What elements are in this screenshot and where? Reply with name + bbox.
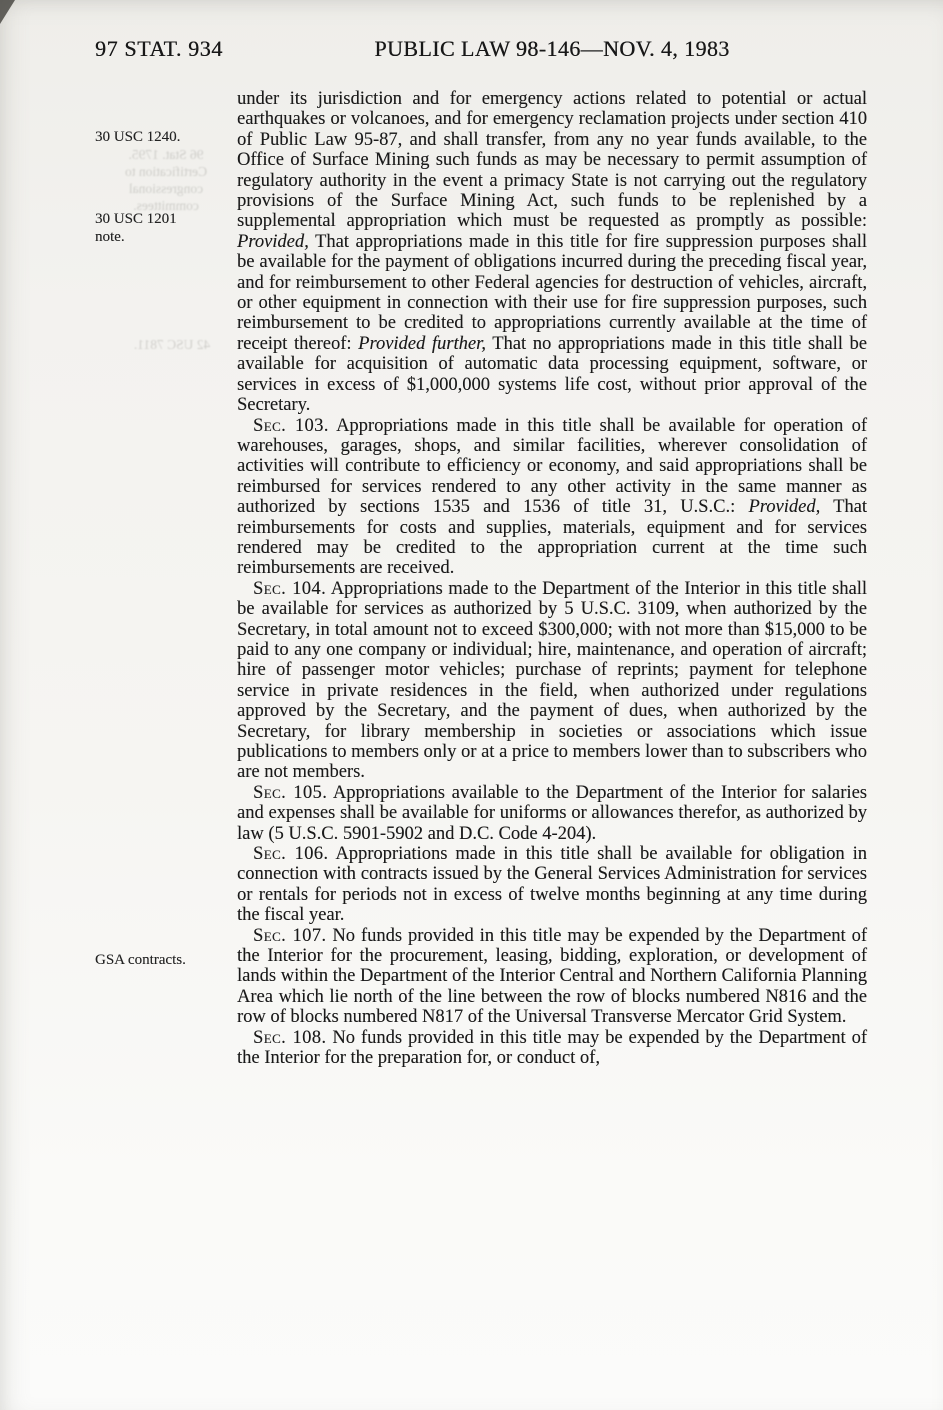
- section-number: Sec. 107.: [253, 925, 327, 946]
- body-text: No funds provided in this title may be expended by the Department of the Interior for the procurement, leasing, bidding, exploration, or development of lands within the Department of the Interior Central and Northern California Planning Area which lie north of the line between the row of blocks numbered N816 and the row of blocks numbered N817 of the Universal Transverse Mercator Grid System.: [237, 925, 867, 1028]
- bleed-through-line: committees.: [133, 198, 199, 213]
- statute-body: [237, 89, 867, 1069]
- bleed-through-line: 96 Stat. 1795.: [128, 147, 204, 162]
- bleed-through-text: [100, 146, 232, 214]
- margin-note-30-usc-1240: 30 USC 1240.: [95, 129, 181, 145]
- body-text: That no appropriations made in this title shall be available for acquisition of automatic data processing equipment, software, or services in excess of $1,000,000 systems life cost, without prior approval of the Secretary.: [237, 333, 867, 416]
- bleed-through-line: Certification to: [124, 164, 208, 179]
- statute-paragraph: [237, 844, 867, 926]
- margin-note-gsa-contracts: GSA contracts.: [95, 952, 186, 968]
- proviso-text: Provided,: [237, 231, 309, 252]
- scan-corner-artifact: [0, 0, 15, 24]
- section-number: Sec. 108.: [253, 1027, 327, 1048]
- law-title: PUBLIC LAW 98-146—NOV. 4, 1983: [374, 36, 730, 61]
- body-text: Appropriations made in this title shall be available for obligation in connection with contracts issued by the General Services Administration for services or rentals for periods not in excess of twelve months beginning at any time during the fiscal year.: [237, 844, 867, 926]
- section-number: Sec. 106.: [253, 844, 329, 865]
- section-number: Sec. 103.: [253, 415, 329, 436]
- section-number: Sec. 105.: [253, 782, 328, 803]
- body-text: No funds provided in this title may be expended by the Department of the Interior for the preparation for, or conduct of,: [237, 1027, 867, 1069]
- statute-paragraph: [237, 579, 867, 783]
- statute-paragraph: [237, 89, 867, 416]
- margin-note-30-usc-1201-note: 30 USC 1201 note.: [95, 211, 177, 245]
- body-text: That reimbursements for costs and supplies, materials, equipment and for services rendered may be credited to the appropriation current at the time such reimbursements are received.: [237, 497, 867, 579]
- bleed-through-line: congressional: [128, 181, 204, 196]
- statute-page-number: 97 STAT. 934: [95, 36, 223, 61]
- body-text: Appropriations made in this title shall be available for operation of warehouses, garages, shops, and similar facilities, wherever consolidation of activities will contribute to efficiency or economy, and said appropriations shall be reimbursed for services rendered to any other activity in the same manner as authorized by sections 1535 and 1536 of title 31, U.S.C.:: [237, 415, 867, 518]
- statute-paragraph: [237, 416, 867, 579]
- bleed-through-text: [116, 336, 228, 353]
- statute-paragraph: [237, 783, 867, 844]
- body-text: Appropriations made to the Department of the Interior in this title shall be available for services as authorized by 5 U.S.C. 3109, when authorized by the Secretary, in total amount not to exceed $300,000; with not more than $15,000 to be paid to any one company or individual; hire, maintenance, and operation of aircraft; hire of passenger motor vehicles; purchase of reprints; payment for telephone service in private residences in the field, when authorized under regulations approved by the Secretary, and the payment of dues, when authorized by the Secretary, for library membership in societies or associations which issue publications to members only or at a price to members lower than to subscribers who are not members.: [237, 578, 867, 783]
- statute-paragraph: [237, 926, 867, 1028]
- body-text: Appropriations available to the Department of the Interior for salaries and expenses shall be available for uniforms or allowances therefor, as authorized by law (5 U.S.C. 5901-5902 and D.C. Code 4-204).: [237, 782, 867, 844]
- bleed-through-line: 42 USC 7811.: [133, 337, 211, 352]
- proviso-text: Provided,: [748, 497, 821, 518]
- statute-paragraph: [237, 1028, 867, 1069]
- body-text: That appropriations made in this title for fire suppression purposes shall be available for the payment of obligations incurred during the preceding fiscal year, and for reimbursement to other Federal agencies for destruction of vehicles, aircraft, or other equipment in connection with their use for fire suppression purposes, such reimbursement to be credited to appropriations currently available at the time of receipt thereof:: [237, 231, 867, 354]
- body-text: under its jurisdiction and for emergency actions related to potential or actual earthquakes or volcanoes, and for emergency reclamation projects under section 410 of Public Law 95-87, and shall transfer, from any no year funds available, to the Office of Surface Mining such funds as may be necessary to permit assumption of regulatory authority in the event a primacy State is not carrying out the regulatory provisions of the Surface Mining Act, such funds to be replenished by a supplemental appropriation which must be requested as promptly as possible:: [237, 89, 867, 232]
- proviso-text: Provided further,: [358, 333, 486, 354]
- section-number: Sec. 104.: [253, 578, 327, 599]
